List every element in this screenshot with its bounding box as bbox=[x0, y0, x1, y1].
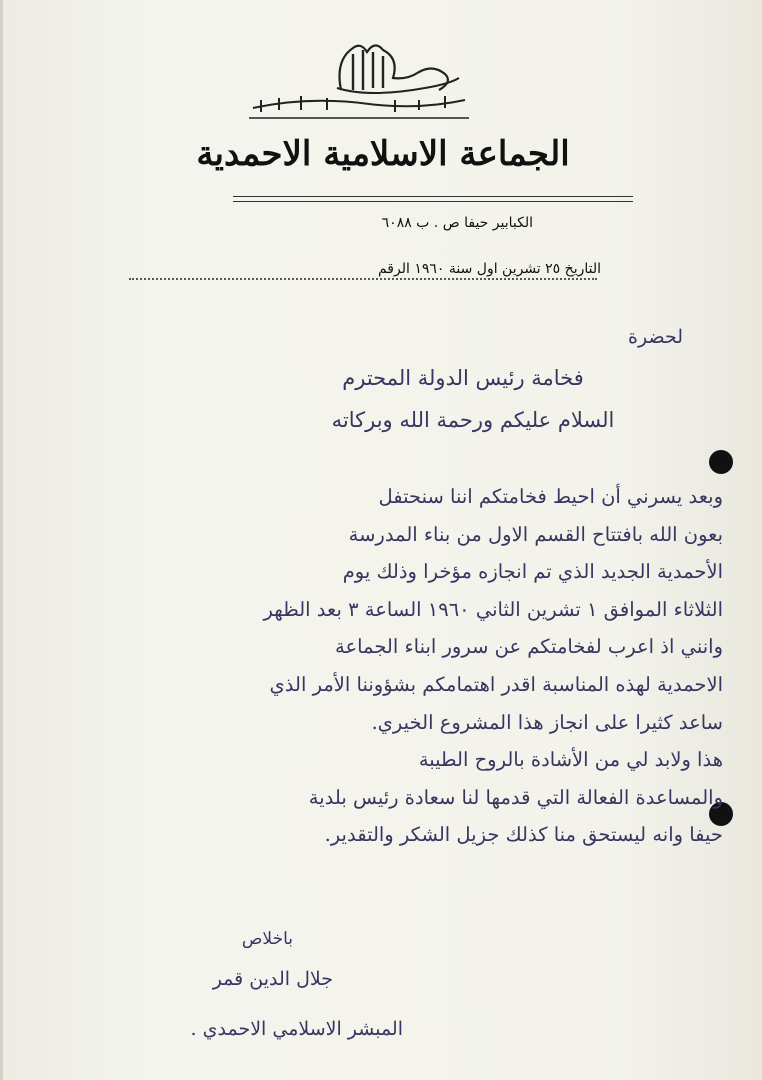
organization-title: الجماعة الاسلامية الاحمدية bbox=[196, 134, 570, 174]
body-line: الأحمدية الجديد الذي تم انجازه مؤخرا وذلك يوم bbox=[342, 560, 723, 584]
body-line: وبعد يسرني أن احيط فخامتكم اننا سنحتفل bbox=[378, 485, 723, 508]
header-rule-top bbox=[233, 196, 633, 197]
signature-title: المبشر الاسلامي الاحمدي . bbox=[190, 1018, 403, 1040]
signature-name: جلال الدين قمر bbox=[212, 968, 333, 990]
punch-hole bbox=[709, 450, 733, 474]
header-rule-bottom bbox=[233, 201, 633, 202]
letterhead-address: الكبابير حيفا ص . ب ٦٠٨٨ bbox=[381, 215, 533, 231]
greeting: السلام عليكم ورحمة الله وبركاته bbox=[331, 408, 615, 432]
closing: باخلاص bbox=[241, 929, 293, 949]
addressee: فخامة رئيس الدولة المحترم bbox=[342, 366, 584, 390]
salutation: لحضرة bbox=[628, 326, 683, 348]
date-dotted-rule bbox=[129, 278, 597, 280]
date-reference-line: التاريخ ٢٥ تشرين اول سنة ١٩٦٠ الرقم bbox=[377, 261, 601, 277]
body-line: والمساعدة الفعالة التي قدمها لنا سعادة رئيس بلدية bbox=[308, 785, 723, 809]
body-line: حيفا وانه ليستحق منا كذلك جزيل الشكر والتقدير. bbox=[324, 823, 723, 847]
letter-body bbox=[53, 478, 723, 854]
body-line: بعون الله بافتتاح القسم الاول من بناء المدرسة bbox=[348, 522, 723, 546]
calligraphy-seal bbox=[249, 38, 469, 120]
body-line: هذا ولابد لي من الأشادة بالروح الطيبة bbox=[418, 748, 723, 772]
body-line: وانني اذ اعرب لفخامتكم عن سرور ابناء الجماعة bbox=[335, 635, 723, 659]
body-line: الثلاثاء الموافق ١ تشرين الثاني ١٩٦٠ الساعة ٣ بعد الظهر bbox=[263, 597, 723, 621]
body-line: ساعد كثيرا على انجاز هذا المشروع الخيري. bbox=[371, 710, 723, 734]
body-line: الاحمدية لهذه المناسبة اقدر اهتمامكم بشؤوننا الأمر الذي bbox=[269, 672, 723, 696]
